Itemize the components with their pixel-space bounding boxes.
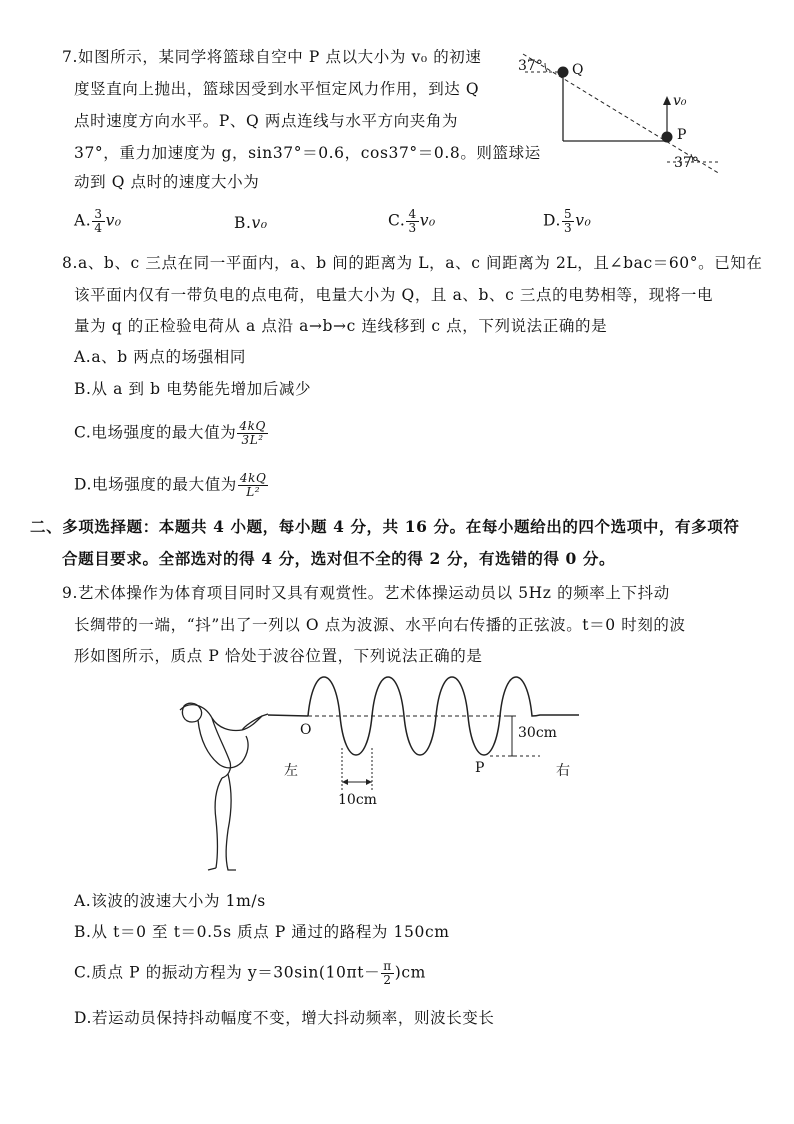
q7-line-5: 动到 Q 点时的速度大小为 xyxy=(74,173,260,191)
q9-line-2: 长绸带的一端，“抖”出了一列以 O 点为波源、水平向右传播的正弦波。t＝0 时刻的波 xyxy=(74,616,686,634)
ball-q xyxy=(558,67,569,78)
q7-angle-top-label: 37° xyxy=(518,58,543,74)
q9-label-right: 右 xyxy=(556,763,570,779)
q7-option-b: B.v₀ xyxy=(234,214,268,232)
q9-option-d: D.若运动员保持抖动幅度不变，增大抖动频率，则波长变长 xyxy=(74,1009,495,1027)
q9-label-o: O xyxy=(300,722,312,738)
gymnast-illustration xyxy=(180,703,268,870)
section2-instructions-line-2: 合题目要求。全部选对的得 4 分，选对但不全的得 2 分，有选错的得 0 分。 xyxy=(62,549,616,568)
q7-option-c: C. $\frac{4}{3}$ v₀ xyxy=(388,207,436,235)
q9-wave-figure xyxy=(170,670,590,880)
angle-arc-top xyxy=(545,63,547,72)
q7-option-a: A. $\frac{3}{4}$ v₀ xyxy=(74,207,122,235)
q9-line-1: 9.艺术体操作为体育项目同时又具有观赏性。艺术体操运动员以 5Hz 的频率上下抖动 xyxy=(62,584,670,602)
q8-option-c: C.电场强度的最大值为 $\frac{4kQ}{\text{3L²}}$ xyxy=(74,419,266,447)
q7-label-p: P xyxy=(677,127,687,143)
q7-line-3: 点时速度方向水平。P、Q 两点连线与水平方向夹角为 xyxy=(74,112,459,130)
q9-option-b: B.从 t＝0 至 t＝0.5s 质点 P 通过的路程为 150cm xyxy=(74,923,450,941)
q9-label-distance: 10cm xyxy=(338,792,377,808)
q9-line-3: 形如图所示，质点 P 恰处于波谷位置，下列说法正确的是 xyxy=(74,647,483,665)
q7-line-2: 度竖直向上抛出，篮球因受到水平恒定风力作用，到达 Q xyxy=(74,80,480,98)
q9-option-c: C.质点 P 的振动方程为 y＝30sin(10πt－ $\frac{\pi}{2}$ )cm xyxy=(74,959,426,987)
q7-line-1: 7.如图所示，某同学将篮球自空中 P 点以大小为 v₀ 的初速 xyxy=(62,48,482,66)
q8-line-2: 该平面内仅有一带负电的点电荷，电量大小为 Q，且 a、b、c 三点的电势相等，现将一电 xyxy=(74,286,714,304)
q9-option-a: A.该波的波速大小为 1m/s xyxy=(74,892,266,910)
velocity-arrow-head xyxy=(663,96,671,105)
q8-option-d: D.电场强度的最大值为 $\frac{4kQ}{\text{L²}}$ xyxy=(74,471,267,499)
q9-label-p: P xyxy=(475,760,485,776)
q7-line-4: 37°，重力加速度为 g，sin37°＝0.6，cos37°＝0.8。则篮球运 xyxy=(74,144,541,162)
q9-label-left: 左 xyxy=(284,763,298,779)
q9-label-amplitude: 30cm xyxy=(518,725,557,741)
q7-option-d: D. $\frac{5}{3}$ v₀ xyxy=(543,207,592,235)
section2-instructions-line-1: 二、多项选择题：本题共 4 小题，每小题 4 分，共 16 分。在每小题给出的四个选项中，有多项符 xyxy=(30,517,740,536)
q8-line-1: 8.a、b、c 三点在同一平面内，a、b 间的距离为 L，a、c 间距离为 2L，且∠bac＝60°。已知在 xyxy=(62,254,763,272)
q7-angle-bottom-label: 37° xyxy=(674,155,699,171)
q7-label-q: Q xyxy=(572,62,584,78)
q7-label-v0: v₀ xyxy=(673,93,687,109)
ribbon-start xyxy=(268,715,308,716)
ball-p xyxy=(662,132,673,143)
q8-option-b: B.从 a 到 b 电势能先增加后减少 xyxy=(74,380,312,398)
q8-line-3: 量为 q 的正检验电荷从 a 点沿 a→b→c 连线移到 c 点，下列说法正确的是 xyxy=(74,317,608,335)
q8-option-a: A.a、b 两点的场强相同 xyxy=(74,348,247,366)
